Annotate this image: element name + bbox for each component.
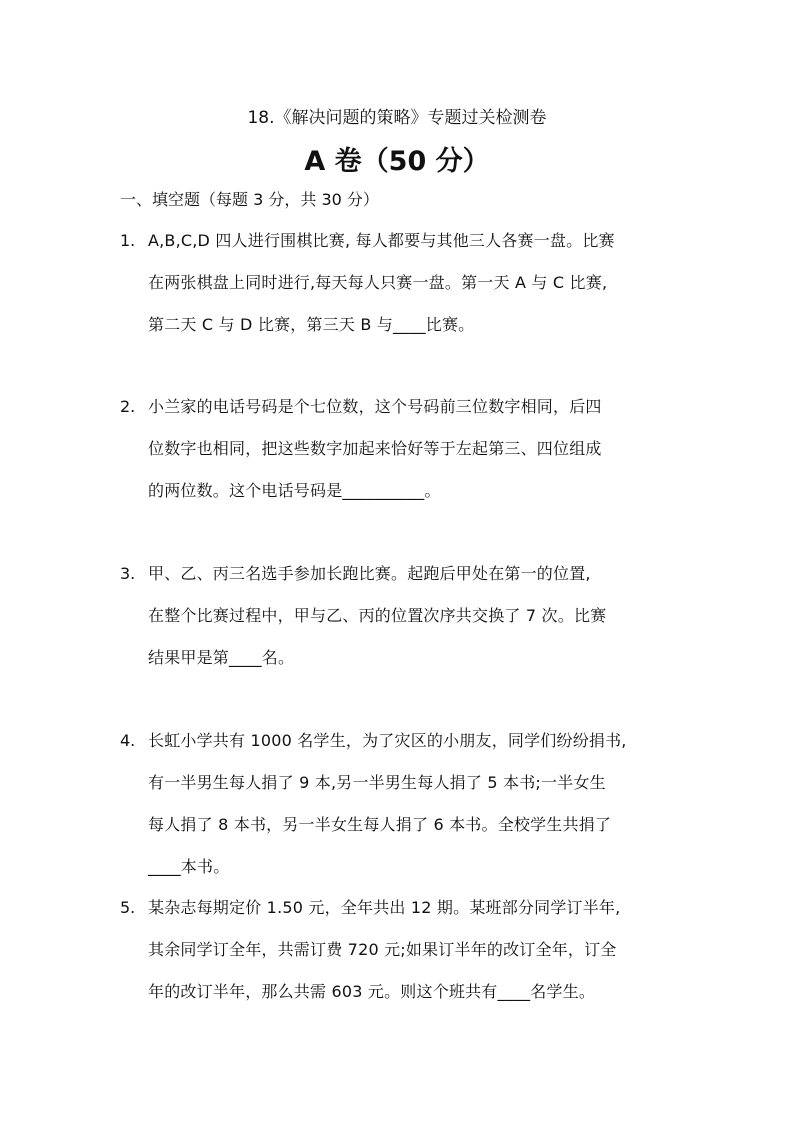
question-line: 甲、乙、丙三名选手参加长跑比赛。起跑后甲处在第一的位置, xyxy=(148,564,591,583)
question-line: 在整个比赛过程中，甲与乙、丙的位置次序共交换了 7 次。比赛 xyxy=(148,606,607,625)
document-title: 18.《解决问题的策略》专题过关检测卷 xyxy=(247,108,547,128)
question-line: 第二天 C 与 D 比赛，第三天 B 与____比赛。 xyxy=(148,315,475,334)
question-number: 2. xyxy=(120,397,136,416)
fill-in-blank-heading: 一、填空题（每题 3 分，共 30 分） xyxy=(120,190,379,209)
section-a-title: A 卷（50 分） xyxy=(304,146,490,177)
question-text xyxy=(148,220,688,346)
question-line: 的两位数。这个电话号码是__________。 xyxy=(148,481,441,500)
question-line: 某杂志每期定价 1.50 元，全年共出 12 期。某班部分同学订半年, xyxy=(148,898,621,917)
question-line: A,B,C,D 四人进行围棋比赛, 每人都要与其他三人各赛一盘。比赛 xyxy=(148,231,615,250)
question-line: 在两张棋盘上同时进行,每天每人只赛一盘。第一天 A 与 C 比赛, xyxy=(148,273,608,292)
question-number: 5. xyxy=(120,898,136,917)
question-line: 其余同学订全年，共需订费 720 元;如果订半年的改订全年，订全 xyxy=(148,940,617,959)
question-text xyxy=(148,386,688,512)
question-text xyxy=(148,720,688,888)
question-line: 小兰家的电话号码是个七位数，这个号码前三位数字相同，后四 xyxy=(148,397,602,416)
question-text xyxy=(148,553,688,679)
question-number: 3. xyxy=(120,564,136,583)
question-line: ____本书。 xyxy=(148,857,230,876)
question-line: 位数字也相同，把这些数字加起来恰好等于左起第三、四位组成 xyxy=(148,439,602,458)
question-number: 4. xyxy=(120,731,136,750)
question-line: 长虹小学共有 1000 名学生，为了灾区的小朋友，同学们纷纷捐书, xyxy=(148,731,627,750)
question-line: 年的改订半年，那么共需 603 元。则这个班共有____名学生。 xyxy=(148,982,596,1001)
question-line: 结果甲是第____名。 xyxy=(148,648,295,667)
question-line: 有一半男生每人捐了 9 本,另一半男生每人捐了 5 本书;一半女生 xyxy=(148,773,606,792)
question-number: 1. xyxy=(120,231,136,250)
question-text xyxy=(148,887,688,1013)
question-line: 每人捐了 8 本书，另一半女生每人捐了 6 本书。全校学生共捐了 xyxy=(148,815,612,834)
